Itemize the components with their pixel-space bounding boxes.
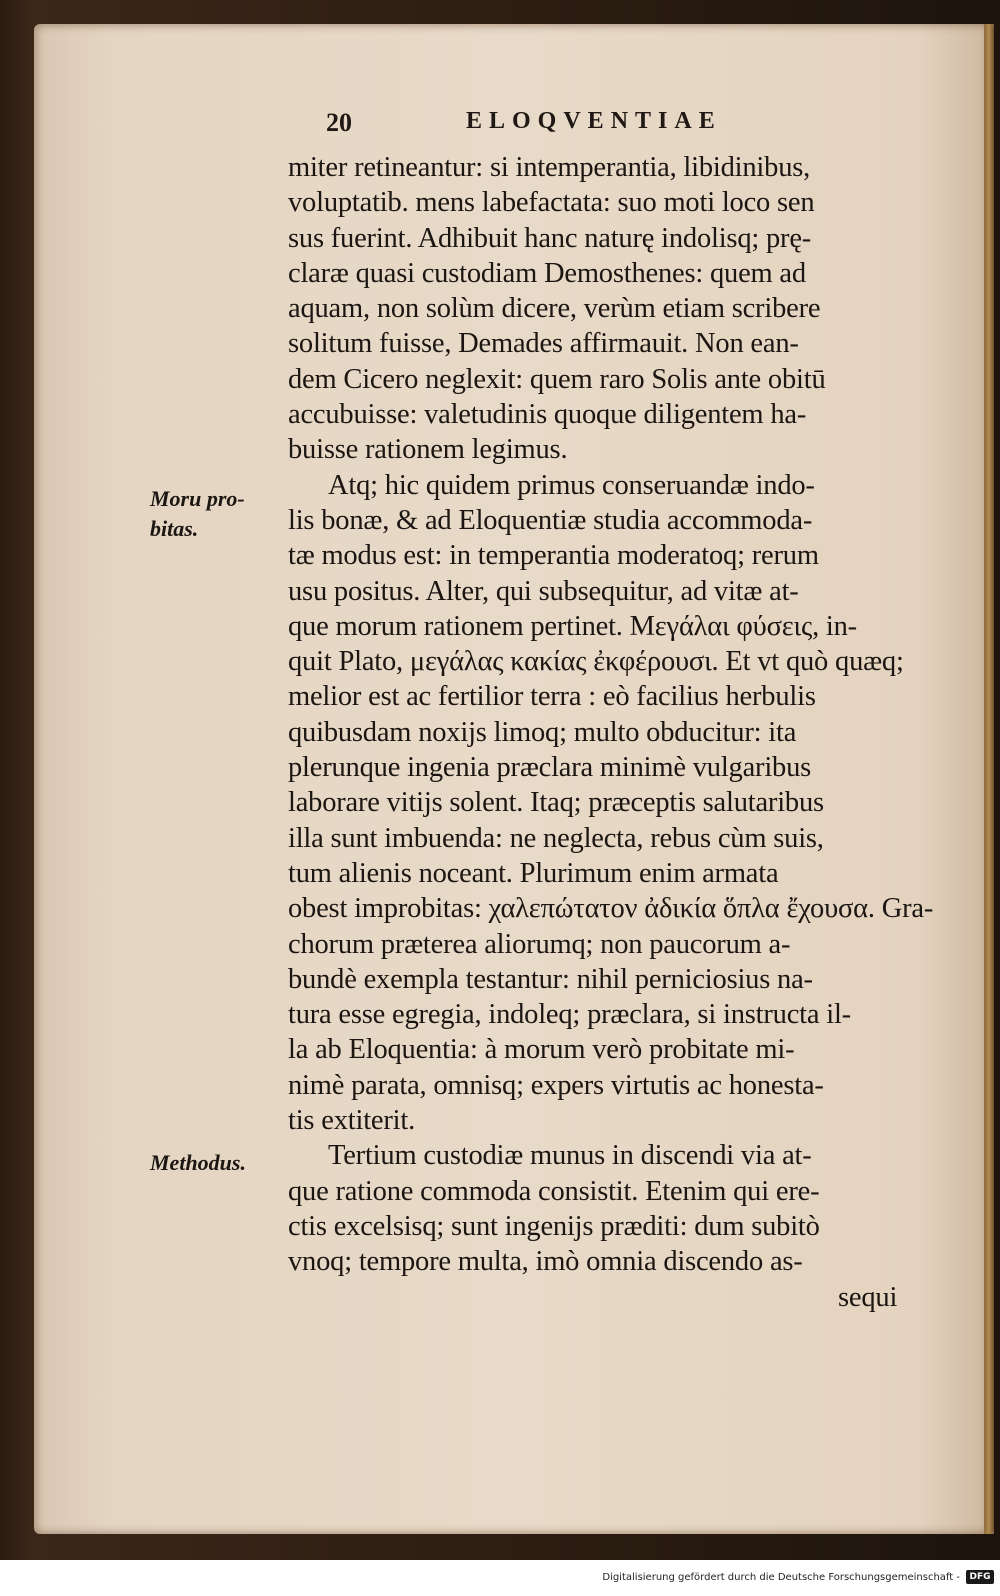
text-line: melior est ac fertilior terra : eò facilius herbulis bbox=[288, 681, 816, 713]
margin-note-methodus bbox=[150, 1148, 290, 1178]
text-line: Atq; hic quidem primus conseruandæ indo- bbox=[328, 469, 815, 501]
margin-note-line: Methodus. bbox=[150, 1150, 246, 1175]
margin-note-line: bitas. bbox=[150, 516, 199, 541]
catchword: sequi bbox=[838, 1281, 898, 1313]
text-line: obest improbitas: χαλεπώτατον ἀδικία ὅπλα ἔχουσα. Gra- bbox=[288, 893, 934, 925]
funding-note: Digitalisierung gefördert durch die Deutsche Forschungsgemeinschaft - bbox=[602, 1572, 960, 1583]
text-line: tum alienis noceant. Plurimum enim armata bbox=[288, 857, 779, 889]
page-header bbox=[326, 108, 766, 144]
page-edge bbox=[984, 24, 994, 1534]
text-line: que morum rationem pertinet. Μεγάλαι φύσεις, in- bbox=[288, 610, 857, 642]
page-number: 20 bbox=[326, 108, 352, 137]
text-line: la ab Eloquentia: à morum verò probitate mi- bbox=[288, 1034, 795, 1066]
text-line: quibusdam noxijs limoq; multo obducitur: ita bbox=[288, 716, 797, 748]
text-line: vnoq; tempore multa, imò omnia discendo as- bbox=[288, 1246, 803, 1278]
text-line: usu positus. Alter, qui subsequitur, ad vitæ at- bbox=[288, 575, 799, 607]
text-line: illa sunt imbuenda: ne neglecta, rebus cùm suis, bbox=[288, 822, 824, 854]
dfg-logo: DFG bbox=[966, 1570, 994, 1584]
text-line: sus fuerint. Adhibuit hanc naturę indolisq; prę- bbox=[288, 222, 812, 254]
text-line: tura esse egregia, indoleq; præclara, si instructa il- bbox=[288, 999, 851, 1031]
text-line: plerunque ingenia præclara minimè vulgaribus bbox=[288, 752, 812, 784]
text-line: voluptatib. mens labefactata: suo moti loco sen bbox=[288, 187, 815, 219]
text-line: laborare vitijs solent. Itaq; præceptis salutaribus bbox=[288, 787, 824, 819]
text-line: aquam, non solùm dicere, verùm etiam scribere bbox=[288, 293, 821, 325]
margin-note-morum-probitas bbox=[150, 484, 290, 544]
text-line: quit Plato, μεγάλας κακίας ἐκφέρουσι. Et vt quò quæq; bbox=[288, 646, 904, 678]
text-line: ctis excelsisq; sunt ingenijs præditi: dum subitò bbox=[288, 1210, 820, 1242]
text-line: tis extiterit. bbox=[288, 1105, 416, 1137]
text-line: claræ quasi custodiam Demosthenes: quem ad bbox=[288, 257, 806, 289]
text-line: buisse rationem legimus. bbox=[288, 434, 568, 466]
text-line: Tertium custodiæ munus in discendi via at- bbox=[328, 1140, 812, 1172]
text-line: chorum præterea aliorumq; non paucorum a- bbox=[288, 928, 791, 960]
text-line: bundè exempla testantur: nihil perniciosius na- bbox=[288, 963, 813, 995]
main-text bbox=[288, 150, 948, 1315]
footer-bar bbox=[0, 1560, 1000, 1596]
text-line: accubuisse: valetudinis quoque diligentem ha- bbox=[288, 399, 807, 431]
text-line: que ratione commoda consistit. Etenim qui ere- bbox=[288, 1175, 820, 1207]
text-line: miter retineantur: si intemperantia, libidinibus, bbox=[288, 152, 811, 183]
text-line: dem Cicero neglexit: quem raro Solis ante obitū bbox=[288, 363, 826, 395]
text-line: lis bonæ, & ad Eloquentiæ studia accommoda- bbox=[288, 504, 813, 536]
running-head: ELOQVENTIAE bbox=[466, 108, 722, 134]
text-line: tæ modus est: in temperantia moderatoq; rerum bbox=[288, 540, 819, 572]
text-line: solitum fuisse, Demades affirmauit. Non ean- bbox=[288, 328, 799, 360]
margin-note-line: Moru pro- bbox=[150, 486, 245, 511]
text-line: nimè parata, omnisq; expers virtutis ac honesta- bbox=[288, 1069, 824, 1101]
